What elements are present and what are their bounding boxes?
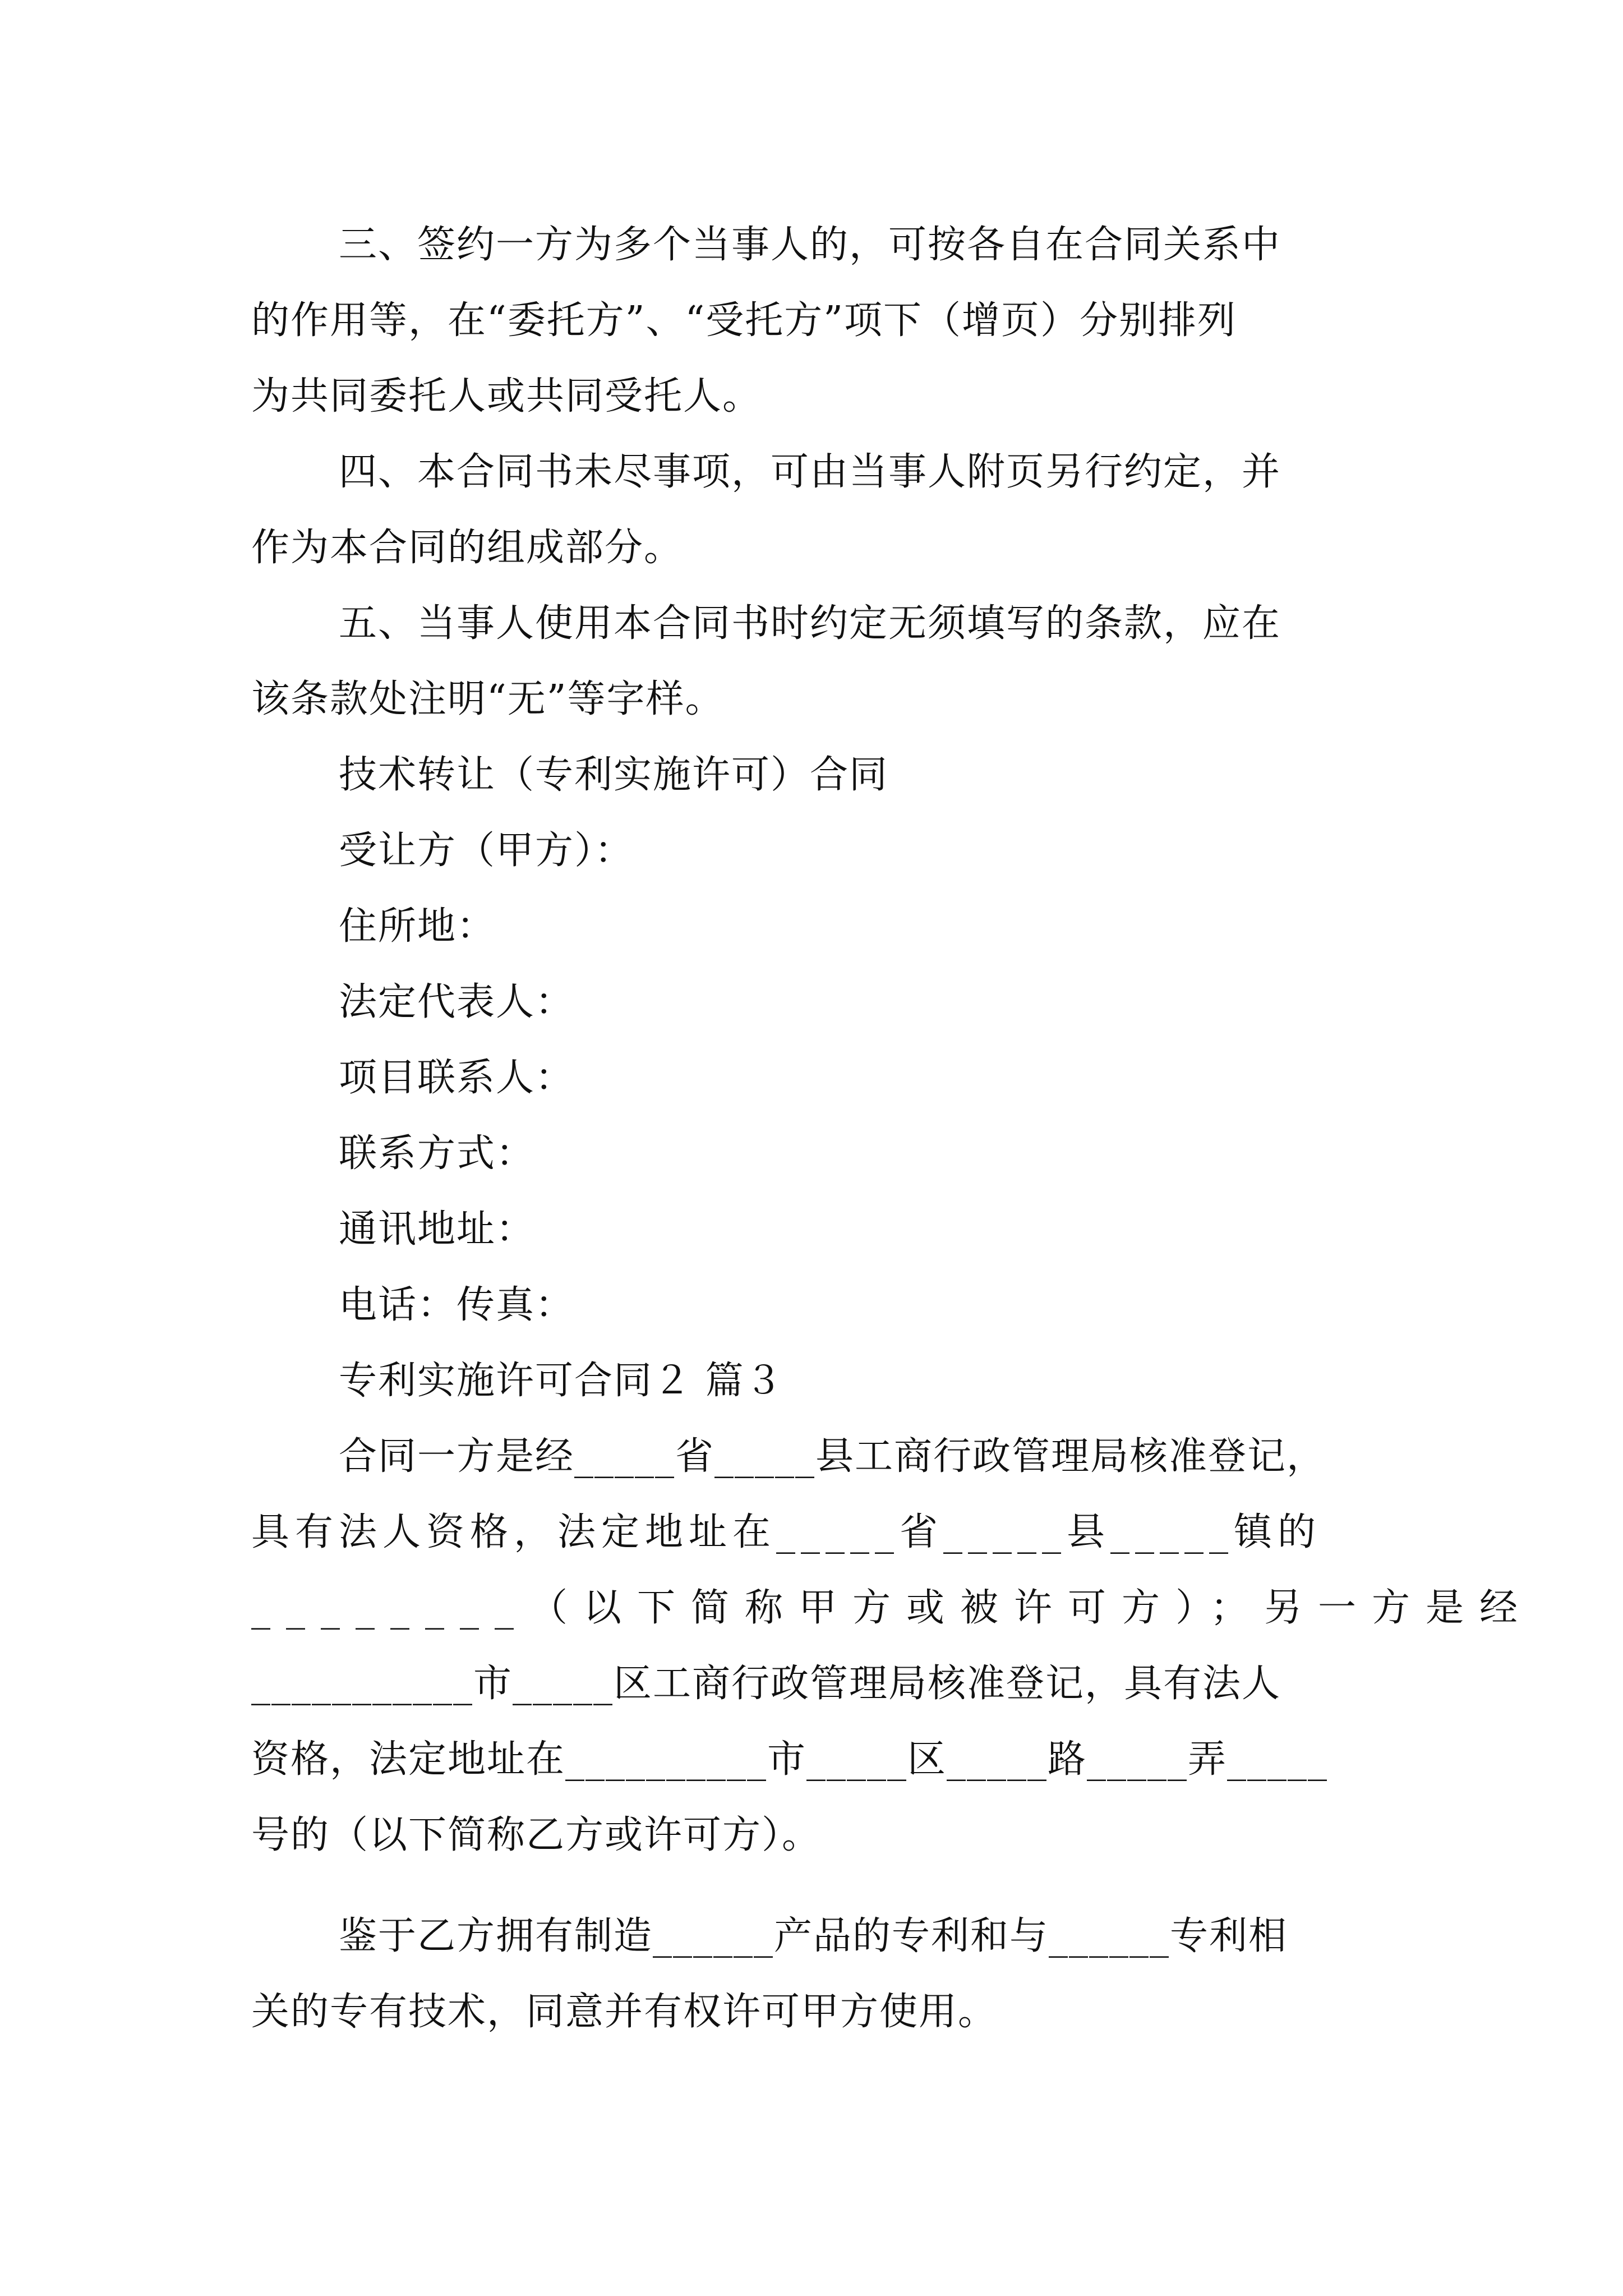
contract-title: 技术转让（专利实施许可）合同: [339, 753, 889, 797]
paragraph-line: 为共同委托人或共同受托人。: [251, 374, 762, 418]
form-field-label: 电话：传真：: [339, 1283, 575, 1327]
paragraph-line: 关的专有技术，同意并有权许可甲方使用。: [251, 1990, 998, 2034]
paragraph-line: 具有法人资格，法定地址在_____省_____县_____镇的: [251, 1510, 1322, 1554]
paragraph-line: 作为本合同的组成部分。: [251, 526, 684, 570]
paragraph-line: 的作用等，在“委托方”、“受托方”项下（增页）分别排列: [251, 298, 1237, 343]
paragraph-line: 号的（以下简称乙方或许可方）。: [251, 1813, 822, 1857]
paragraph-line: 四、本合同书未尽事项，可由当事人附页另行约定，并: [339, 450, 1281, 494]
paragraph-line: 三、签约一方为多个当事人的，可按各自在合同关系中: [339, 223, 1281, 267]
form-field-label: 法定代表人：: [339, 980, 575, 1024]
paragraph-line: ___________市_____区工商行政管理局核准登记，具有法人: [251, 1662, 1281, 1706]
paragraph-line: 五、当事人使用本合同书时约定无须填写的条款，应在: [339, 601, 1281, 646]
form-field-label: 项目联系人：: [339, 1056, 575, 1100]
paragraph-line: ________（以下简称甲方或被许可方）；另一方是经: [251, 1586, 1534, 1630]
paragraph-line: 鉴于乙方拥有制造______产品的专利和与______专利相: [339, 1914, 1288, 1958]
paragraph-line: 该条款处注明“无”等字样。: [251, 677, 725, 721]
paragraph-line: 资格，法定地址在__________市_____区_____路_____弄_____: [251, 1737, 1329, 1782]
paragraph-line: 合同一方是经_____省_____县工商行政管理局核准登记，: [339, 1434, 1326, 1479]
form-field-label: 联系方式：: [339, 1131, 536, 1176]
form-field-label: 通讯地址：: [339, 1207, 536, 1251]
section-heading: 专利实施许可合同２ 篇３: [339, 1359, 784, 1403]
form-field-label: 住所地：: [339, 904, 496, 949]
form-field-label: 受让方（甲方）：: [339, 829, 634, 873]
